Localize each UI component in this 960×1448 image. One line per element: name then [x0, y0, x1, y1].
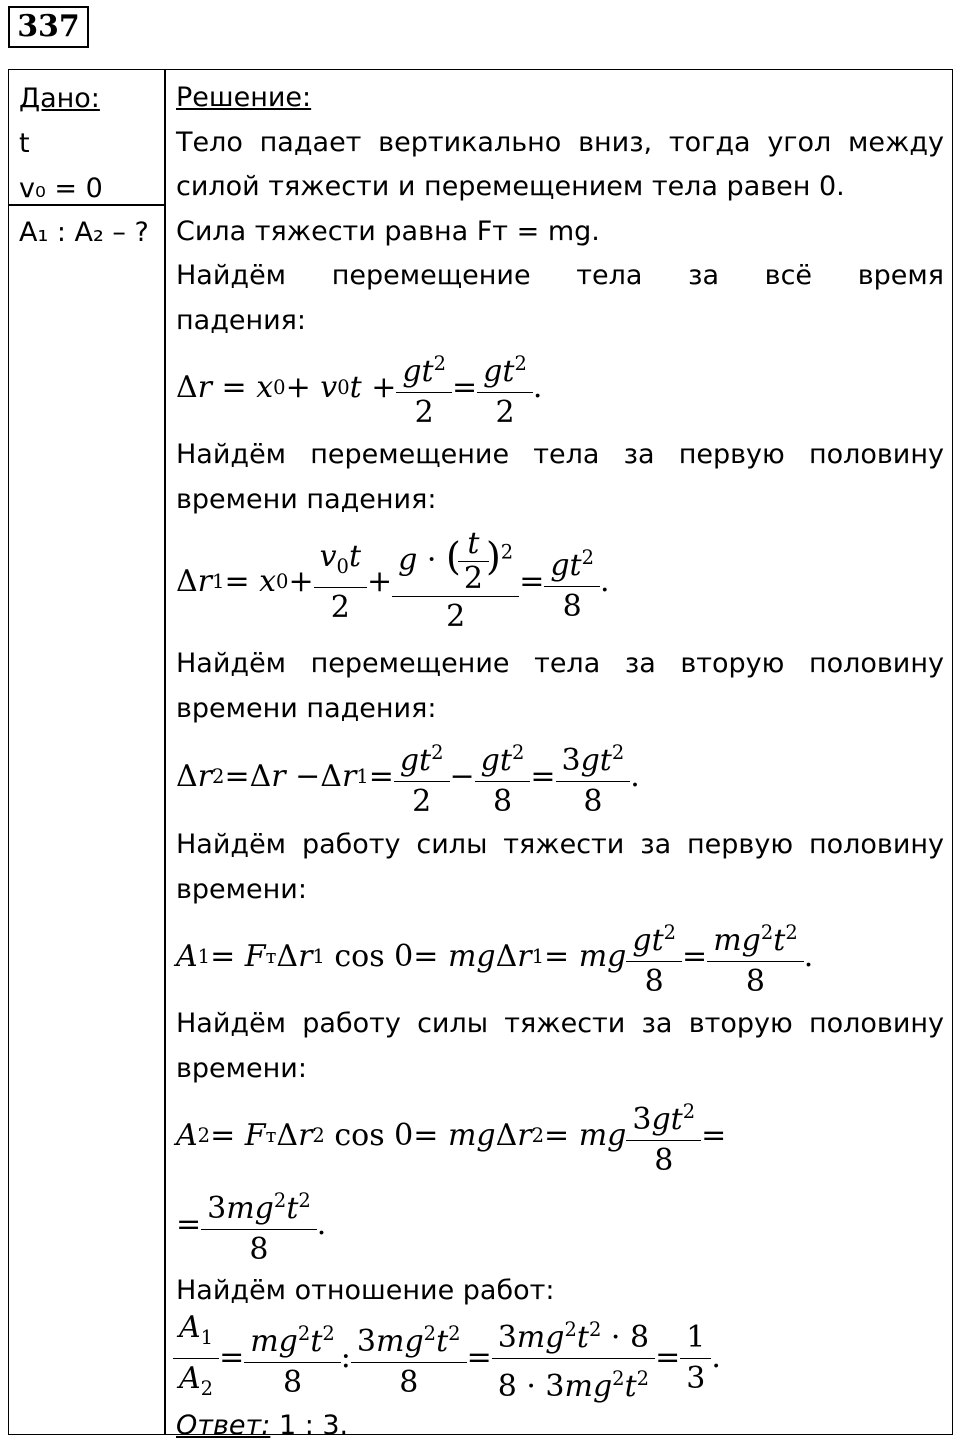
paragraph-4b: времени падения: [176, 478, 944, 523]
paragraph-1a: Тело падает вертикально вниз, тогда угол между [176, 121, 944, 166]
paragraph-3b: падения: [176, 299, 944, 344]
paragraph-7a: Найдём работу силы тяжести за вторую половину [176, 1002, 944, 1047]
formula-work-second-half: A 2 = F т Δ r 2 cos 0 = mg Δ r 2 = mg $\frac{3gt^2}{8}$ = [176, 1091, 944, 1181]
solution-section [176, 76, 944, 1448]
paragraph-5b: времени падения: [176, 687, 944, 732]
problem-number: 337 [8, 6, 89, 48]
paragraph-7b: времени: [176, 1047, 944, 1092]
column-divider [164, 70, 166, 1434]
paragraph-1b: силой тяжести и перемещением тела равен 0. [176, 165, 944, 210]
answer-line [176, 1404, 944, 1448]
solution-table [8, 69, 953, 1435]
given-heading: Дано: [19, 83, 100, 114]
paragraph-2: Сила тяжести равна Fт = mg. [176, 210, 944, 255]
given-line-2: v₀ = 0 [19, 166, 103, 211]
paragraph-6b: времени: [176, 868, 944, 913]
given-section [19, 76, 103, 211]
answer-value: 1 : 3. [279, 1410, 348, 1441]
paragraph-8: Найдём отношение работ: [176, 1269, 944, 1314]
solution-heading: Решение: [176, 82, 311, 113]
paragraph-6a: Найдём работу силы тяжести за первую половину [176, 823, 944, 868]
given-line-1: t [19, 121, 103, 166]
answer-label: Ответ: [176, 1410, 270, 1441]
formula-displacement-total: Δ r = x 0 + v 0 t + $\frac{gt^2}{2}$ = $\frac{gt^2}{2}$ . [176, 343, 944, 433]
find-section: A₁ : A₂ – ? [19, 210, 149, 255]
paragraph-5a: Найдём перемещение тела за вторую половину [176, 642, 944, 687]
paragraph-4a: Найдём перемещение тела за первую половину [176, 433, 944, 478]
formula-work-first-half: A 1 = F т Δ r 1 cos 0 = mg Δ r 1 = mg $\frac{gt^2}{8}$ = $\frac{mg^2t^2}{8}$ . [176, 912, 944, 1002]
formula-work-ratio: $\frac{A_1}{A_2}$ = $\frac{mg^2t^2}{8}$ : $\frac{3mg^2t^2}{8}$ = $\frac{3mg^2t^2 \cdot 8}{8 \cdot 3mg^2t^2}$ = $\frac{1}{3}$ . [176, 1314, 944, 1404]
formula-work-second-half-result: = $\frac{3mg^2t^2}{8}$ . [176, 1181, 944, 1269]
formula-displacement-second-half: Δ r 2 = Δ r − Δ r 1 = $\frac{gt^2}{2}$ − $\frac{gt^2}{8}$ = $\frac{3gt^2}{8}$ . [176, 731, 944, 823]
paragraph-3a: Найдём перемещение тела за всё время [176, 254, 944, 299]
formula-displacement-first-half: Δ r 1 = x 0 + $\frac{v_0t}{2}$ + g · ( $\frac{t}{2}$ )$^2$ 2 = $\frac{gt^2}{8}$ . [176, 522, 944, 642]
